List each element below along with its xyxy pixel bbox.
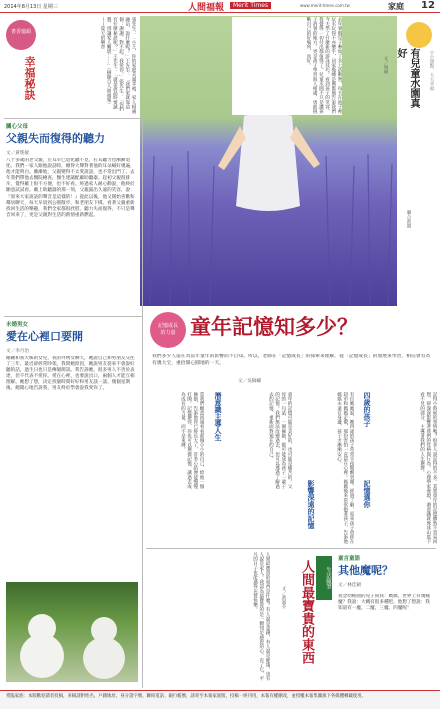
page-header (0, 0, 440, 13)
article4 (338, 552, 436, 682)
masthead: 人間福報 (188, 3, 225, 13)
section-name: 家庭 (388, 2, 404, 11)
top-left-title: 幸福秘訣 (23, 56, 36, 100)
top-left-text: 張先生：「小王，你的家庭美滿幸福，家人相處融洽，說什麼呢？」王先生：「我們家就靠這個：謝謝、對不起、我愛你。」張先生：「你們有什麼秘訣呢？」王先生：「就是說話時要誠懇，別讓家人難堪……」（摘錄自人間福報）——夏天的樂章 (99, 17, 136, 114)
main-col-c: 童年的記憶可能是美好的，也可能是痛苦的。父母的一句話、一個擁抱，都可能成為孩子一輩子的記憶。我們無法改變過去，但可以透過了解過去的記憶，重新面對現在的自己。 (268, 392, 292, 489)
article2-byline: 文／李月治 (6, 349, 29, 354)
article4-byline: 文／林佳穎 (338, 583, 361, 588)
divider (4, 316, 142, 317)
main-intro: 我們多少人還在為當年童年的影響而不自知。所以，老師在「記憶成長」的探索來理解，從「記憶成長」的發展來學習，相信會有為有幾大宝，重拾開心圓地的一天。 (152, 354, 431, 366)
sun-icon (406, 22, 432, 48)
site-url: www.merit-times.com.tw (300, 3, 350, 8)
footer-text: 愛臨家族：本版歡迎讀者投稿，來稿請附姓名、戶籍地址、身分證字號、聯絡電話、銀行帳號，請寄至本報家庭版，投稿一經刊用，本報有權刪改，並授權本報集團旗下各媒體轉載使用。 (6, 694, 367, 699)
article3-title: 人間最寶貴的東西 (299, 560, 314, 664)
main-sub3: 影響深遠的記憶 (307, 480, 316, 529)
article1-byline: 文／黃瑤敏 (6, 151, 29, 156)
article1 (6, 122, 136, 156)
top-right-header (346, 16, 438, 116)
divider (146, 548, 436, 549)
column-divider (142, 118, 143, 688)
article3-header (272, 556, 332, 680)
article1-body: 八十多歲的老父親，左耳早已退化聽不見，右耳聽力也漸漸退化。我們一家人跟他說話時，總得大聲對著他的耳朵喊好幾遍，他才能明白。漸漸地，父親變得不太愛說話，也不常出門了。去年我們帶他去醫院檢查，醫生建議配戴助聽器。起初父親很排斥，覺得戴上很不方便，也不好看。經過家人耐心勸說，他終於願意試試看。戴上助聽器的那一刻，父親露出久違的笑容，說：『原來大家說話的聲音是這樣的！』從此以後，他又開始喜歡和鄰居聊天，每天早晨到公園散步，和老朋友下棋。看著父親重新找回生活的樂趣，我們全家都很欣慰。聽力失而復得，不只是聲音回來了，更是父親對生活的熱情重新燃起。 (6, 158, 135, 218)
article3-byline: 文／黃淑芬 (281, 586, 286, 609)
top-right-column: 小小甜點，大大幸福 (429, 50, 434, 91)
main-col-b: 有位媽媽說，她四歲的孩子常常半夜驚醒哭鬧。經過了解，原來孩子曾經在超市和媽媽走散，那份害怕一直留在心裡。媽媽後來常常抱著孩子，告訴他媽媽永遠在身邊，孩子才漸漸安心。 (336, 392, 354, 544)
main-sub4: 記憶選你 (363, 480, 372, 508)
article2-body: 剛剛和我大姊的女兒，我的外甥女聊天，她說自己和男朋友交往了三年，最近卻經常吵架。我問她原因，她說男友從來不會說好聽的話，過生日也只是傳個簡訊。我告訴她，很多男人不善於表達，但不代表不愛你。愛在心裡，也要說出口，兩個人才能互相理解。她想了想，決定找個時間好好和男友談一談。幾個星期後，她開心地告訴我，男友終於學會說我愛你了。 (6, 356, 135, 392)
article2-tag: 未婚男女 (6, 322, 29, 328)
article2 (6, 320, 136, 354)
article4-body: 我念幼稚園的兒子問我：媽媽，世界上有幾種魔？我說：大概有很多種吧。他想了想說：我知道有一魔、二魔、三魔、四魔呢！ (338, 594, 430, 612)
article4-tag: 童言童語 (338, 556, 361, 562)
main-sub2: 四歲的孩子 (363, 392, 372, 427)
main-col-a: 記得小時候的事情嗎？很多人說記得的不多。其實童年的記憶雖然不容易回想，卻深深影響著我們的性格與行為。心理學家發現，潛意識就像冰山底下看不見的部分，主導著我們的人生選擇。 (419, 392, 437, 544)
masthead-en: Merit Times (230, 2, 271, 9)
page-footer (0, 690, 440, 709)
issue-date: 2014年8月13日 星期三 (4, 4, 58, 10)
main-badge (150, 312, 186, 348)
article3-tag: 生活隨筆 (316, 556, 332, 600)
main-header (148, 308, 436, 388)
main-title: 童年記憶知多少？ (190, 314, 358, 339)
statue-photo (6, 582, 138, 682)
article4-title: 其他魔呢？ (338, 564, 393, 577)
photo-credit: 聯合新聞 (406, 210, 411, 228)
top-right-byline: 文／周瑋 (383, 56, 388, 74)
top-right-title: 有兒童水園真好 (395, 48, 419, 108)
article3-body: 人間最寶貴的東西是什麼？有人說是金錢，有人說是健康，也有人說是家人。我認為最寶貴的是一顆知足感恩的心。有了它，平凡的日子也能過得充實快樂。 (252, 552, 270, 681)
article1-tag: 關心父母 (6, 124, 29, 130)
main-badge-line2: 的力量 (160, 330, 176, 336)
main-badge-line1: 記憶成長 (157, 323, 178, 329)
divider (4, 118, 142, 119)
top-right-text: 去年暑假兒子參加了水上活動營，每天在池子裡玩水玩得不亦樂乎，回家後總是興奮地告訴我們今天學了什麼新的游泳技巧。看到孩子的笑容，我覺得一切付出都值得了。兒童水園不只是讓孩子消暑的地方，更是孩子學習與人相處、勇敢挑戰自己的好場所，真好。 (232, 17, 342, 115)
main-sub1: 潛意識主導人生 (214, 392, 223, 441)
top-left-box (4, 16, 46, 116)
statue-illustration (6, 582, 138, 682)
main-byline: 文／吳稿繡 (238, 379, 261, 384)
article1-title: 父親失而復得的聽力 (6, 132, 105, 145)
book-badge: 書香憶韻 (6, 20, 36, 50)
main-col-d: 當我們願意回頭看看那個小小的自己，給他一個擁抱，告訴他你已經長大了，許多心結便能慢慢打開。記憶選你，你也可以選擇記憶，讓過去成為成長的力量，而不是束縛。 (180, 392, 204, 489)
article2-title: 愛在心裡口要開 (6, 330, 83, 343)
page-number: 12 (421, 0, 435, 11)
